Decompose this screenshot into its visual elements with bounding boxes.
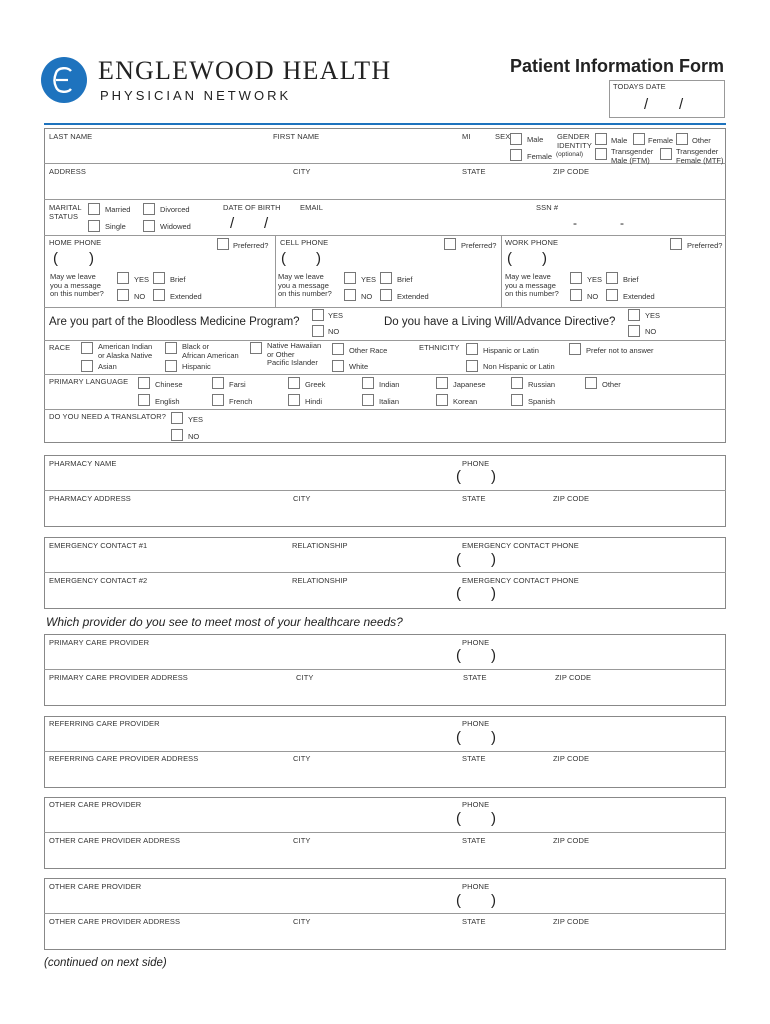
divider xyxy=(44,340,726,341)
lang-japanese-checkbox[interactable] xyxy=(436,377,448,389)
sex-male-checkbox[interactable] xyxy=(510,133,522,145)
ethnicity-hispanic-label: Hispanic or Latin xyxy=(483,346,539,355)
cell-preferred-label: Preferred? xyxy=(461,241,497,250)
bloodless-no-label: NO xyxy=(328,327,340,336)
referring-label: REFERRING CARE PROVIDER xyxy=(49,719,160,728)
form-title: Patient Information Form xyxy=(510,56,725,76)
ethnicity-prefer-not-label: Prefer not to answer xyxy=(586,346,654,355)
pharmacy-state-label: STATE xyxy=(462,494,486,503)
lang-farsi-checkbox[interactable] xyxy=(212,377,224,389)
lang-korean-checkbox[interactable] xyxy=(436,394,448,406)
home-extended-label: Extended xyxy=(170,292,202,301)
bloodless-yes-label: YES xyxy=(328,311,344,320)
brand-name: ENGLEWOOD HEALTH xyxy=(98,56,392,85)
englewood-logo-icon xyxy=(40,56,88,104)
lang-french-checkbox[interactable] xyxy=(212,394,224,406)
divorced-label: Divorced xyxy=(160,205,190,214)
race-hispanic-label: Hispanic xyxy=(182,362,211,371)
lang-chinese-checkbox[interactable] xyxy=(138,377,150,389)
dob-slash: / xyxy=(230,215,235,232)
cell-msg-no-label: NO xyxy=(361,292,373,301)
divider xyxy=(44,572,726,573)
sex-male-label: Male xyxy=(527,135,544,144)
gi-other-label: Other xyxy=(692,136,711,145)
race-native-hawaiian-label: Native Hawaiian or Other Pacific Islander xyxy=(267,341,322,368)
home-msg-no-label: NO xyxy=(134,292,146,301)
divider xyxy=(501,235,502,307)
pharmacy-area-close: ) xyxy=(491,468,496,485)
cell-brief-label: Brief xyxy=(397,275,413,284)
cell-msg-yes-checkbox[interactable] xyxy=(344,272,356,284)
divider xyxy=(44,307,726,308)
lang-japanese-label: Japanese xyxy=(453,380,486,389)
other-provider-1-label: OTHER CARE PROVIDER xyxy=(49,800,142,809)
emergency-phone-1-label: EMERGENCY CONTACT PHONE xyxy=(462,541,579,550)
gi-other-checkbox[interactable] xyxy=(676,133,688,145)
widowed-checkbox[interactable] xyxy=(143,220,155,232)
ssn-dash: - xyxy=(620,216,624,230)
optional-label: (optional) xyxy=(556,151,584,158)
ethnicity-hispanic-checkbox[interactable] xyxy=(466,343,478,355)
race-asian-checkbox[interactable] xyxy=(81,360,93,372)
living-will-yes-label: YES xyxy=(645,311,661,320)
emergency-1-area-close: ) xyxy=(491,551,496,568)
referring-area-close: ) xyxy=(491,729,496,746)
provider-question: Which provider do you see to meet most of your healthcare needs? xyxy=(46,615,403,629)
lang-english-checkbox[interactable] xyxy=(138,394,150,406)
divider xyxy=(44,913,726,914)
other-2-area-open: ( xyxy=(456,892,461,909)
todays-date-label: TODAYS DATE xyxy=(613,82,666,91)
ethnicity-label: ETHNICITY xyxy=(419,343,460,352)
race-am-indian-checkbox[interactable] xyxy=(81,342,93,354)
pcp-area-close: ) xyxy=(491,647,496,664)
email-label: EMAIL xyxy=(300,203,324,212)
referring-state-label: STATE xyxy=(462,754,486,763)
divider xyxy=(44,490,726,491)
emergency-contact-1-label: EMERGENCY CONTACT #1 xyxy=(49,541,148,550)
gi-female-label: Female xyxy=(648,136,674,145)
translator-yes-checkbox[interactable] xyxy=(171,412,183,424)
home-msg-no-checkbox[interactable] xyxy=(117,289,129,301)
race-other-label: Other Race xyxy=(349,346,388,355)
work-msg-yes-checkbox[interactable] xyxy=(570,272,582,284)
home-msg-yes-checkbox[interactable] xyxy=(117,272,129,284)
pharmacy-area-open: ( xyxy=(456,468,461,485)
emergency-1-area-open: ( xyxy=(456,551,461,568)
ethnicity-prefer-not-checkbox[interactable] xyxy=(569,343,581,355)
work-extended-checkbox[interactable] xyxy=(606,289,618,301)
married-checkbox[interactable] xyxy=(88,203,100,215)
dob-label: DATE OF BIRTH xyxy=(223,203,281,212)
home-msg-yes-label: YES xyxy=(134,275,150,284)
header-rule xyxy=(44,123,726,125)
translator-label: DO YOU NEED A TRANSLATOR? xyxy=(49,412,166,421)
cell-msg-yes-label: YES xyxy=(361,275,377,284)
lang-farsi-label: Farsi xyxy=(229,380,246,389)
work-brief-label: Brief xyxy=(623,275,639,284)
home-leave-msg-label: May we leave you a message on this number? xyxy=(50,272,104,299)
gi-trans-female-label: Transgender Female (MTF) xyxy=(676,147,724,165)
race-label: RACE xyxy=(49,343,71,352)
gi-male-label: Male xyxy=(611,136,628,145)
race-black-checkbox[interactable] xyxy=(165,342,177,354)
living-will-no-checkbox[interactable] xyxy=(628,325,640,337)
home-extended-checkbox[interactable] xyxy=(153,289,165,301)
living-will-question: Do you have a Living Will/Advance Directive? xyxy=(384,316,616,328)
cell-preferred-checkbox[interactable] xyxy=(444,238,456,250)
single-checkbox[interactable] xyxy=(88,220,100,232)
gender-identity-label: GENDER IDENTITY xyxy=(557,132,592,150)
living-will-yes-checkbox[interactable] xyxy=(628,309,640,321)
translator-no-checkbox[interactable] xyxy=(171,429,183,441)
lang-greek-label: Greek xyxy=(305,380,326,389)
other-provider-1-city-label: CITY xyxy=(293,836,311,845)
other-1-area-open: ( xyxy=(456,810,461,827)
other-provider-2-state-label: STATE xyxy=(462,917,486,926)
referring-zip-label: ZIP CODE xyxy=(553,754,590,763)
work-preferred-checkbox[interactable] xyxy=(670,238,682,250)
home-brief-label: Brief xyxy=(170,275,186,284)
state-label: STATE xyxy=(462,167,486,176)
divider xyxy=(44,199,726,200)
cell-extended-checkbox[interactable] xyxy=(380,289,392,301)
first-name-label: FIRST NAME xyxy=(273,132,320,141)
lang-hindi-label: Hindi xyxy=(305,397,323,406)
ethnicity-non-hispanic-label: Non Hispanic or Latin xyxy=(483,362,555,371)
pcp-phone-label: PHONE xyxy=(462,638,490,647)
pharmacy-zip-label: ZIP CODE xyxy=(553,494,590,503)
divider xyxy=(44,751,726,752)
living-will-no-label: NO xyxy=(645,327,657,336)
city-label: CITY xyxy=(293,167,311,176)
home-phone-label: HOME PHONE xyxy=(49,238,102,247)
home-brief-checkbox[interactable] xyxy=(153,272,165,284)
zip-label: ZIP CODE xyxy=(553,167,590,176)
race-other-checkbox[interactable] xyxy=(332,343,344,355)
cell-area-close: ) xyxy=(316,250,321,267)
lang-spanish-checkbox[interactable] xyxy=(511,394,523,406)
other-provider-1-state-label: STATE xyxy=(462,836,486,845)
lang-french-label: French xyxy=(229,397,253,406)
single-label: Single xyxy=(105,222,126,231)
lang-indian-label: Indian xyxy=(379,380,400,389)
pharmacy-address-label: PHARMACY ADDRESS xyxy=(49,494,131,503)
lang-italian-label: Italian xyxy=(379,397,400,406)
logo xyxy=(40,56,88,104)
lang-russian-checkbox[interactable] xyxy=(511,377,523,389)
work-leave-msg-label: May we leave you a message on this number? xyxy=(505,272,559,299)
cell-leave-msg-label: May we leave you a message on this number? xyxy=(278,272,332,299)
lang-russian-label: Russian xyxy=(528,380,556,389)
gi-trans-male-checkbox[interactable] xyxy=(595,148,607,160)
date-slash: / xyxy=(679,96,684,113)
ethnicity-non-hispanic-checkbox[interactable] xyxy=(466,360,478,372)
lang-other-checkbox[interactable] xyxy=(585,377,597,389)
pharmacy-name-label: PHARMACY NAME xyxy=(49,459,117,468)
work-preferred-label: Preferred? xyxy=(687,241,723,250)
cell-extended-label: Extended xyxy=(397,292,429,301)
emergency-contact-2-label: EMERGENCY CONTACT #2 xyxy=(49,576,148,585)
other-provider-1-phone-label: PHONE xyxy=(462,800,490,809)
lang-korean-label: Korean xyxy=(453,397,478,406)
work-msg-no-checkbox[interactable] xyxy=(570,289,582,301)
ssn-label: SSN # xyxy=(536,203,559,212)
lang-chinese-label: Chinese xyxy=(155,380,183,389)
bloodless-yes-checkbox[interactable] xyxy=(312,309,324,321)
sex-female-checkbox[interactable] xyxy=(510,149,522,161)
divider xyxy=(44,374,726,375)
pcp-area-open: ( xyxy=(456,647,461,664)
pcp-city-label: CITY xyxy=(296,673,314,682)
emergency-relationship-2-label: RELATIONSHIP xyxy=(292,576,348,585)
marital-status-label: MARITAL STATUS xyxy=(49,203,82,221)
race-white-label: White xyxy=(349,362,369,371)
work-phone-label: WORK PHONE xyxy=(505,238,559,247)
divider xyxy=(44,832,726,833)
ssn-dash: - xyxy=(573,216,577,230)
primary-language-label: PRIMARY LANGUAGE xyxy=(49,377,129,386)
lang-spanish-label: Spanish xyxy=(528,397,556,406)
home-area-open: ( xyxy=(53,250,58,267)
sex-female-label: Female xyxy=(527,152,553,161)
continued-note: (continued on next side) xyxy=(44,957,167,969)
gi-female-checkbox[interactable] xyxy=(633,133,645,145)
emergency-2-area-open: ( xyxy=(456,585,461,602)
emergency-2-area-close: ) xyxy=(491,585,496,602)
lang-indian-checkbox[interactable] xyxy=(362,377,374,389)
referring-address-label: REFERRING CARE PROVIDER ADDRESS xyxy=(49,754,199,763)
translator-no-label: NO xyxy=(188,432,200,441)
referring-phone-label: PHONE xyxy=(462,719,490,728)
lang-english-label: English xyxy=(155,397,180,406)
referring-area-open: ( xyxy=(456,729,461,746)
race-black-label: Black or African American xyxy=(182,342,239,360)
lang-greek-checkbox[interactable] xyxy=(288,377,300,389)
race-asian-label: Asian xyxy=(98,362,117,371)
translator-yes-label: YES xyxy=(188,415,204,424)
divorced-checkbox[interactable] xyxy=(143,203,155,215)
emergency-phone-2-label: EMERGENCY CONTACT PHONE xyxy=(462,576,579,585)
todays-date-field[interactable] xyxy=(609,80,725,118)
mi-label: MI xyxy=(462,132,471,141)
bloodless-no-checkbox[interactable] xyxy=(312,325,324,337)
home-area-close: ) xyxy=(89,250,94,267)
other-provider-1-zip-label: ZIP CODE xyxy=(553,836,590,845)
divider xyxy=(275,235,276,307)
pcp-zip-label: ZIP CODE xyxy=(555,673,592,682)
brand-sub: PHYSICIAN NETWORK xyxy=(100,88,292,103)
pharmacy-city-label: CITY xyxy=(293,494,311,503)
date-slash: / xyxy=(644,96,649,113)
other-1-area-close: ) xyxy=(491,810,496,827)
work-extended-label: Extended xyxy=(623,292,655,301)
work-brief-checkbox[interactable] xyxy=(606,272,618,284)
gi-trans-female-checkbox[interactable] xyxy=(660,148,672,160)
divider xyxy=(44,235,726,236)
cell-brief-checkbox[interactable] xyxy=(380,272,392,284)
cell-phone-label: CELL PHONE xyxy=(280,238,329,247)
pcp-state-label: STATE xyxy=(463,673,487,682)
other-provider-2-address-label: OTHER CARE PROVIDER ADDRESS xyxy=(49,917,181,926)
divider xyxy=(44,409,726,410)
divider xyxy=(44,669,726,670)
last-name-label: LAST NAME xyxy=(49,132,93,141)
other-provider-2-section xyxy=(44,878,726,950)
lang-hindi-checkbox[interactable] xyxy=(288,394,300,406)
cell-area-open: ( xyxy=(281,250,286,267)
race-native-hawaiian-checkbox[interactable] xyxy=(250,342,262,354)
race-hispanic-checkbox[interactable] xyxy=(165,360,177,372)
lang-italian-checkbox[interactable] xyxy=(362,394,374,406)
referring-city-label: CITY xyxy=(293,754,311,763)
work-area-open: ( xyxy=(507,250,512,267)
race-am-indian-label: American Indian or Alaska Native xyxy=(98,342,153,360)
work-msg-yes-label: YES xyxy=(587,275,603,284)
widowed-label: Widowed xyxy=(160,222,191,231)
lang-other-label: Other xyxy=(602,380,621,389)
cell-msg-no-checkbox[interactable] xyxy=(344,289,356,301)
other-provider-2-label: OTHER CARE PROVIDER xyxy=(49,882,142,891)
pharmacy-section xyxy=(44,455,726,527)
other-provider-1-section xyxy=(44,797,726,869)
dob-slash: / xyxy=(264,215,269,232)
home-preferred-label: Preferred? xyxy=(233,241,269,250)
address-label: ADDRESS xyxy=(49,167,86,176)
pharmacy-phone-label: PHONE xyxy=(462,459,490,468)
other-provider-1-address-label: OTHER CARE PROVIDER ADDRESS xyxy=(49,836,181,845)
other-provider-2-city-label: CITY xyxy=(293,917,311,926)
race-white-checkbox[interactable] xyxy=(332,360,344,372)
sex-label: SEX xyxy=(495,132,511,141)
bloodless-question: Are you part of the Bloodless Medicine Program? xyxy=(49,316,300,328)
pcp-address-label: PRIMARY CARE PROVIDER ADDRESS xyxy=(49,673,188,682)
other-provider-2-zip-label: ZIP CODE xyxy=(553,917,590,926)
gi-trans-male-label: Transgender Male (FTM) xyxy=(611,147,654,165)
work-area-close: ) xyxy=(542,250,547,267)
emergency-relationship-1-label: RELATIONSHIP xyxy=(292,541,348,550)
gi-male-checkbox[interactable] xyxy=(595,133,607,145)
married-label: Married xyxy=(105,205,131,214)
other-2-area-close: ) xyxy=(491,892,496,909)
other-provider-2-phone-label: PHONE xyxy=(462,882,490,891)
pcp-label: PRIMARY CARE PROVIDER xyxy=(49,638,150,647)
work-msg-no-label: NO xyxy=(587,292,599,301)
home-preferred-checkbox[interactable] xyxy=(217,238,229,250)
